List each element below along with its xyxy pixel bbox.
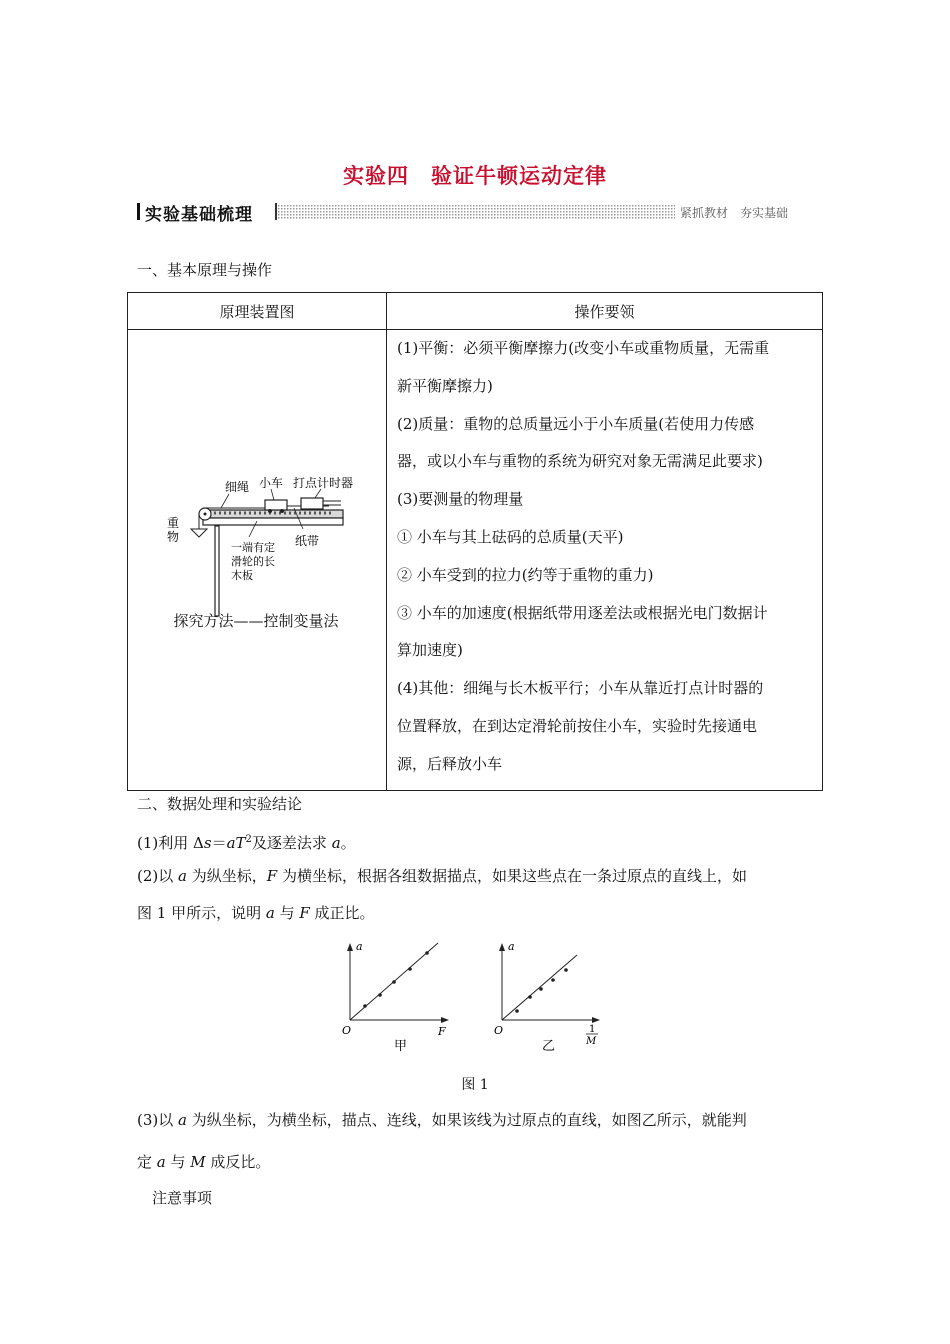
graph-yi-x-numerator: 1	[589, 1024, 596, 1035]
figure-caption: 图 1	[461, 1077, 489, 1093]
label-board-1: 一端有定	[231, 541, 275, 554]
graph-yi-y-label: a	[508, 940, 515, 953]
label-weight-2: 物	[167, 530, 180, 544]
table-header-operation: 操作要领	[387, 293, 823, 330]
apparatus-cell	[128, 330, 387, 791]
principle-table	[127, 292, 823, 791]
operation-line: 算加速度)	[397, 641, 463, 660]
graph-yi-x-denominator: M	[586, 1036, 597, 1047]
label-rope: 细绳	[225, 480, 250, 494]
operation-line: ① 小车与其上砝码的总质量(天平)	[397, 527, 624, 546]
apparatus-diagram	[129, 331, 385, 789]
operation-line: (1)平衡：必须平衡摩擦力(改变小车或重物质量，无需重	[397, 339, 770, 357]
figure-1	[330, 935, 630, 1055]
method-text: 探究方法——控制变量法	[173, 612, 339, 630]
operation-line: 位置释放，在到达定滑轮前按住小车，实验时先接通电	[397, 716, 758, 735]
table-header-apparatus: 原理装置图	[128, 293, 387, 330]
operation-line: (4)其他：细绳与长木板平行；小车从靠近打点计时器的	[397, 679, 764, 698]
banner-label: 实验基础梳理	[145, 205, 253, 225]
paragraph-3-line-2: 定 a 与 M 成反比。	[137, 1153, 271, 1171]
operation-cell	[387, 330, 823, 791]
graph-jia-caption: 甲	[394, 1039, 408, 1054]
graph-yi-caption: 乙	[542, 1039, 556, 1054]
label-cart: 小车	[259, 476, 284, 490]
label-board-2: 滑轮的长	[231, 555, 275, 568]
operation-line: ② 小车受到的拉力(约等于重物的重力)	[397, 565, 654, 584]
operation-line: 器，或以小车与重物的系统为研究对象无需满足此要求)	[397, 452, 763, 471]
label-tape: 纸带	[295, 534, 320, 548]
label-timer: 打点计时器	[293, 476, 354, 490]
operation-line: ③ 小车的加速度(根据纸带用逐差法或根据光电门数据计	[397, 603, 768, 622]
label-weight-1: 重	[167, 516, 180, 530]
operation-line: (2)质量：重物的总质量远小于小车质量(若使用力传感	[397, 414, 755, 433]
paragraph-3-line-1: (3)以 a 为纵坐标，为横坐标，描点、连线，如果该线为过原点的直线，如图乙所示，就能判	[137, 1111, 747, 1129]
section-heading-data: 二、数据处理和实验结论	[137, 795, 303, 813]
paragraph-2-line-1: (2)以 a 为纵坐标，F 为横坐标，根据各组数据描点，如果这些点在一条过原点的直线上，如	[137, 867, 747, 885]
graph-jia	[342, 940, 449, 1054]
notes-heading: 注意事项	[152, 1189, 213, 1207]
page-title: 实验四 验证牛顿运动定律	[343, 163, 607, 188]
operation-line: 新平衡摩擦力)	[397, 376, 493, 395]
graph-yi-origin: O	[494, 1024, 504, 1037]
operation-line: 源，后释放小车	[397, 754, 503, 773]
label-board-3: 木板	[231, 569, 253, 582]
paragraph-2-line-2: 图 1 甲所示，说明 a 与 F 成正比。	[137, 904, 375, 922]
banner-slogan: 紧抓教材 夯实基础	[680, 206, 789, 220]
section-heading-principle: 一、基本原理与操作	[137, 261, 273, 279]
graph-jia-y-label: a	[356, 940, 363, 953]
graph-jia-x-label: F	[438, 1025, 446, 1038]
operation-line: (3)要测量的物理量	[397, 490, 524, 509]
paragraph-1: (1)利用 $\Delta s=aT^2$及逐差法求 a。	[137, 834, 356, 852]
graph-jia-origin: O	[342, 1024, 352, 1037]
graph-yi	[494, 940, 600, 1054]
